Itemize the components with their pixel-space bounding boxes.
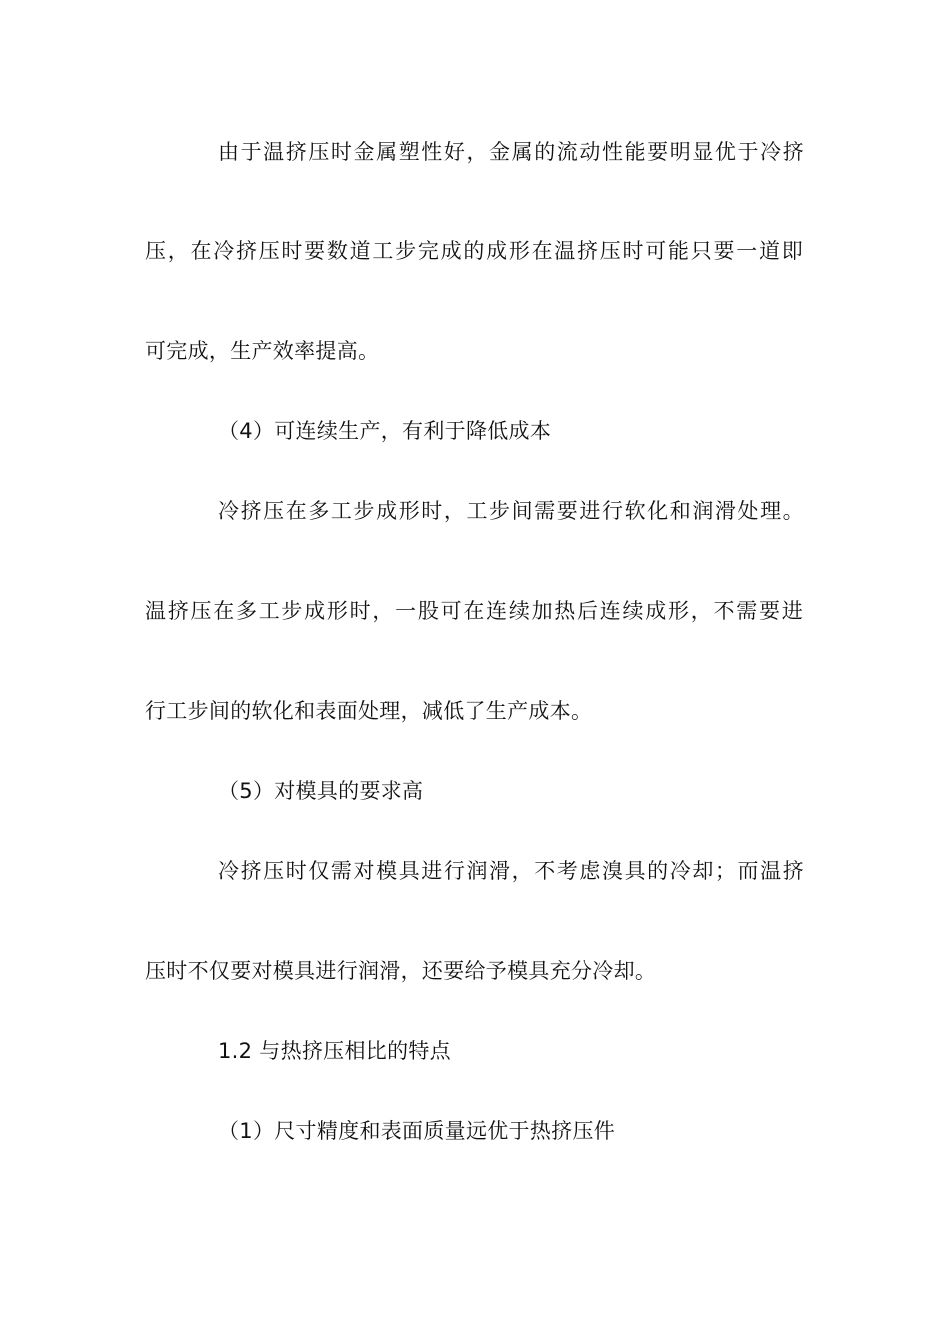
subsection-heading: 1.2 与热挤压相比的特点 [218,1039,451,1063]
paragraph-line: 冷挤压时仅需对模具进行润滑，不考虑溴具的冷却；而温挤 [218,859,804,883]
section-heading: （1）尺寸精度和表面质量远优于热挤压件 [218,1119,616,1143]
paragraph-line: 可完成，生产效率提高。 [145,339,380,363]
paragraph-line: 温挤压在多工步成形时，一股可在连续加热后连续成形，不需要进 [145,599,803,623]
paragraph-line: 压，在冷挤压时要数道工步完成的成形在温挤压时可能只要一道即 [145,239,803,263]
paragraph-line: 行工步间的软化和表面处理，减低了生产成本。 [145,699,593,723]
paragraph-line: 由于温挤压时金属塑性好，金属的流动性能要明显优于冷挤 [218,140,804,164]
paragraph-line: 冷挤压在多工步成形时，工步间需要进行软化和润滑处理。 [218,499,804,523]
paragraph-line: 压时不仅要对模具进行润滑，还要给予模具充分冷却。 [145,959,657,983]
section-heading: （4）可连续生产，有利于降低成本 [218,419,552,443]
section-heading: （5）对模具的要求高 [218,779,424,803]
